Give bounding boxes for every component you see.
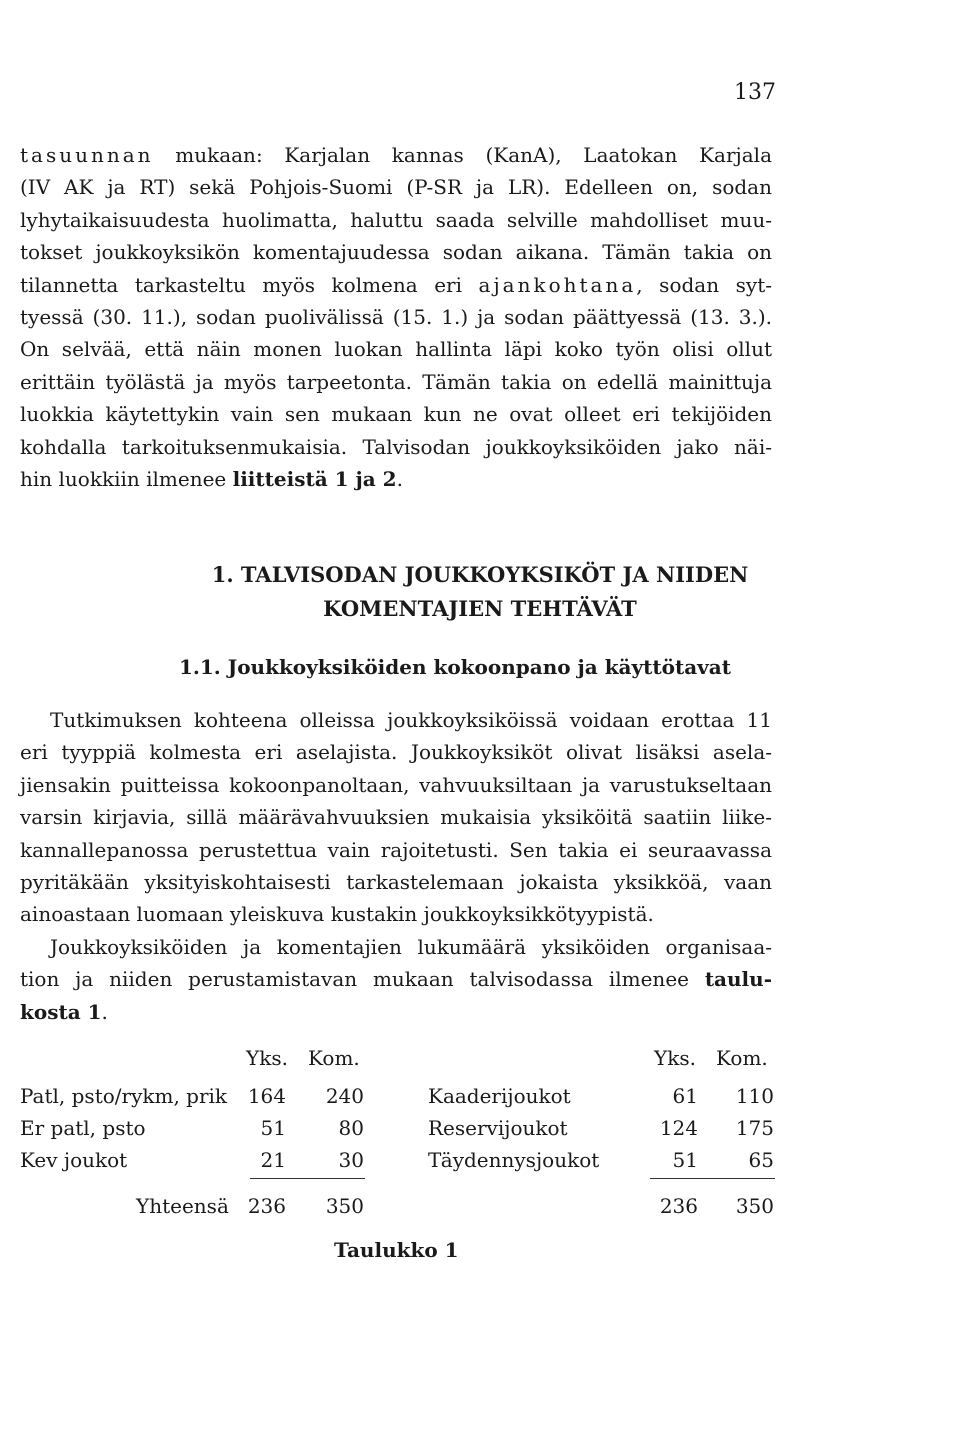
text-line: Tutkimuksen kohteena olleissa joukkoyksiköissä voidaan erottaa 11: [50, 708, 772, 732]
cell-total-yks: 236: [659, 1194, 698, 1218]
cell-total-kom: 350: [325, 1194, 364, 1218]
text-span: tion ja niiden perustamistavan mukaan talvisodassa ilmenee: [20, 967, 705, 992]
cell-yks: 61: [672, 1084, 698, 1108]
cell-total-kom: 350: [735, 1194, 774, 1218]
text-line: varsin kirjavia, sillä määrävahvuuksien mukaisia yksiköitä saatiin liike-: [20, 805, 772, 830]
text-line: luokkia käytettykin vain sen mukaan kun ne ovat olleet eri tekijöiden: [20, 402, 772, 427]
row-label: Er patl, psto: [20, 1116, 146, 1140]
text-line: ainoastaan luomaan yleiskuva kustakin joukkoyksikkötyypistä.: [20, 902, 654, 927]
total-label: Yhteensä: [136, 1194, 229, 1218]
row-label: Kaaderijoukot: [428, 1084, 571, 1108]
text-line: (IV AK ja RT) sekä Pohjois-Suomi (P-SR ja LR). Edelleen on, sodan: [20, 175, 772, 200]
table-reference: taulu-: [704, 967, 772, 992]
text-line: pyritäkään yksityiskohtaisesti tarkastelemaan jokaista yksikköä, vaan: [20, 870, 772, 895]
cell-kom: 240: [325, 1084, 364, 1108]
appendix-reference: liitteistä 1 ja 2: [232, 467, 397, 492]
total-rule: [650, 1178, 775, 1179]
row-label: Patl, psto/rykm, prik: [20, 1084, 228, 1108]
cell-total-yks: 236: [247, 1194, 286, 1218]
cell-yks: 51: [260, 1116, 286, 1140]
total-rule: [250, 1178, 365, 1179]
cell-yks: 21: [260, 1148, 286, 1172]
text-line: Joukkoyksiköiden ja komentajien lukumäärä yksiköiden organisaa-: [50, 934, 772, 959]
spaced-word: tasuunnan: [20, 143, 154, 167]
table-reference: kosta 1: [20, 999, 102, 1024]
cell-yks: 124: [659, 1116, 698, 1140]
text-line: tyessä (30. 11.), sodan puolivälissä (15. 1.) ja sodan päättyessä (13. 3.).: [20, 305, 772, 330]
row-label: Täydennysjoukot: [428, 1148, 600, 1172]
text-line: kannallepanossa perustettua vain rajoitetusti. Sen takia ei seuraavassa: [20, 837, 772, 862]
cell-kom: 80: [338, 1116, 364, 1140]
column-header-yks: Yks.: [246, 1046, 288, 1070]
section-heading-line-2: KOMENTAJIEN TEHTÄVÄT: [323, 596, 637, 621]
text-span: mukaan: Karjalan kannas (KanA), Laatokan Karjala: [153, 143, 772, 167]
text-line: jiensakin puitteissa kokoonpanoltaan, vahvuuksiltaan ja varustukseltaan: [20, 772, 772, 797]
text-span: .: [101, 999, 108, 1024]
cell-yks: 51: [672, 1148, 698, 1172]
text-line: eri tyyppiä kolmesta eri aselajista. Joukkoyksiköt olivat lisäksi asela-: [20, 740, 772, 765]
text-span: hin luokkiin ilmenee: [20, 467, 227, 492]
section-heading-line-1: 1. TALVISODAN JOUKKOYKSIKÖT JA NIIDEN: [211, 562, 749, 587]
cell-kom: 65: [748, 1148, 774, 1172]
text-line: On selvää, että näin monen luokan hallinta läpi koko työn olisi ollut: [20, 337, 772, 362]
text-line: lyhytaikaisuudesta huolimatta, haluttu saada selville mahdolliset muu-: [20, 207, 772, 232]
spaced-word: ajankohtana: [478, 272, 637, 297]
column-header-kom: Kom.: [716, 1046, 768, 1070]
cell-kom: 30: [338, 1148, 364, 1172]
row-label: Reservijoukot: [428, 1116, 568, 1140]
text-span: .: [396, 467, 403, 492]
text-line: kohdalla tarkoituksenmukaisia. Talvisodan joukkoyksiköiden jako näi-: [20, 434, 772, 459]
cell-kom: 175: [735, 1116, 774, 1140]
row-label: Kev joukot: [20, 1148, 128, 1172]
cell-kom: 110: [735, 1084, 774, 1108]
text-line: tokset joukkoyksikön komentajuudessa sodan aikana. Tämän takia on: [20, 240, 772, 265]
text-line: erittäin työlästä ja myös tarpeetonta. Tämän takia on edellä mainittuja: [20, 369, 772, 394]
cell-yks: 164: [247, 1084, 286, 1108]
table-caption: Taulukko 1: [334, 1238, 459, 1262]
subsection-heading-text: 1.1. Joukkoyksiköiden kokoonpano ja käyttötavat: [179, 655, 731, 679]
page-number: 137: [734, 80, 776, 105]
text-span: , sodan syt-: [636, 272, 772, 297]
column-header-yks: Yks.: [654, 1046, 696, 1070]
text-span: tilannetta tarkasteltu myös kolmena eri: [20, 272, 479, 297]
column-header-kom: Kom.: [308, 1046, 360, 1070]
